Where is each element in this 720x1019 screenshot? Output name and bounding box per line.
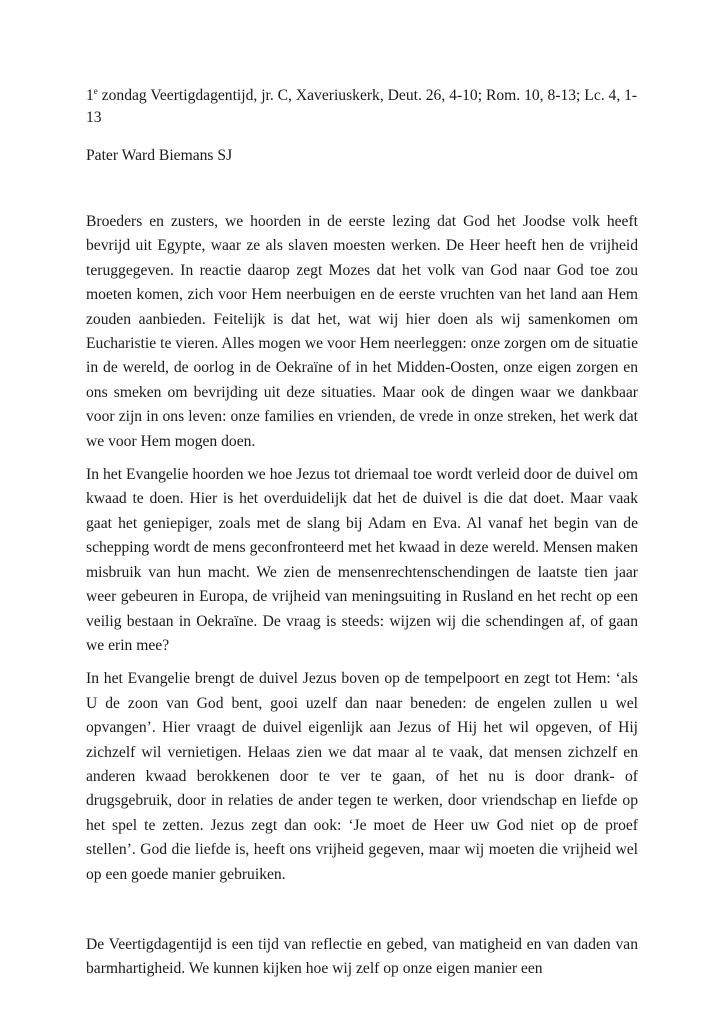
author-line: Pater Ward Biemans SJ [86, 147, 233, 164]
paragraph-3: In het Evangelie brengt de duivel Jezus boven op de tempelpoort en zegt tot Hem: ‘als U de zoon van God bent, gooi uzelf dan naar beneden: de engelen zullen u wel opvangen’. Hier vraagt de duivel eigenlijk aan Jezus of Hij het wil opgeven, of Hij zichzelf wil vernietigen. Helaas zien we dat maar al te vaak, dat mensen zichzelf en anderen kwaad berokkenen door te ver te gaan, of het nu is door drank- of drugsgebruik, door in relaties de ander tegen te werken, door vriendschap en liefde op het spel te zetten. Jezus zegt dan ook: ‘Je moet de Heer uw God niet op de proef stellen’. God die liefde is, heeft ons vrijheid gegeven, maar wij moeten die vrijheid wel op een goede manier gebruiken. [86, 670, 638, 883]
paragraph-2: In het Evangelie hoorden we hoe Jezus tot driemaal toe wordt verleid door de duivel om kwaad te doen. Hier is het overduidelijk dat het de duivel is die dat doet. Maar vaak gaat het geniepiger, zoals met de slang bij Adam en Eva. Al vanaf het begin van de schepping wordt de mens geconfronteerd met het kwaad in deze wereld. Mensen maken misbruik van hun macht. We zien de mensenrechtenschendingen de laatste tien jaar weer gebeuren in Europa, de vrijheid van meningsuiting in Rusland en het recht op een veilig bestaan in Oekraïne. De vraag is steeds: wijzen wij die schendingen af, of gaan we erin mee? [86, 466, 638, 654]
paragraph-1: Broeders en zusters, we hoorden in de eerste lezing dat God het Joodse volk heeft bevrijd uit Egypte, waar ze als slaven moesten werken. De Heer heeft hen de vrijheid teruggegeven. In reactie daarop zegt Mozes dat het volk van God naar God toe zou moeten komen, zich voor Hem neerbuigen en de eerste vruchten van het land aan Hem zouden aanbieden. Feitelijk is dat het, wat wij hier doen als wij samenkomen om Eucharistie te vieren. Alles mogen we voor Hem neerleggen: onze zorgen om de situatie in de wereld, de oorlog in de Oekraïne of in het Midden-Oosten, onze eigen zorgen en ons smeken om bevrijding uit deze situaties. Maar ook de dingen waar we dankbaar voor zijn in ons leven: onze families en vrienden, de vrede in onze streken, het werk dat we voor Hem mogen doen. [86, 213, 638, 450]
document-heading [86, 85, 638, 129]
paragraph-4: De Veertigdagentijd is een tijd van reflectie en gebed, van matigheid en van daden van barmhartigheid. We kunnen kijken hoe wij zelf op onze eigen manier een [86, 935, 638, 978]
heading-text: zondag Veertigdagentijd, jr. C, Xaveriuskerk, Deut. 26, 4-10; Rom. 10, 8-13; Lc. 4, 1-13 [86, 87, 638, 126]
heading-ordinal-superscript: e [93, 86, 98, 96]
heading-ordinal: 1 [86, 87, 94, 104]
